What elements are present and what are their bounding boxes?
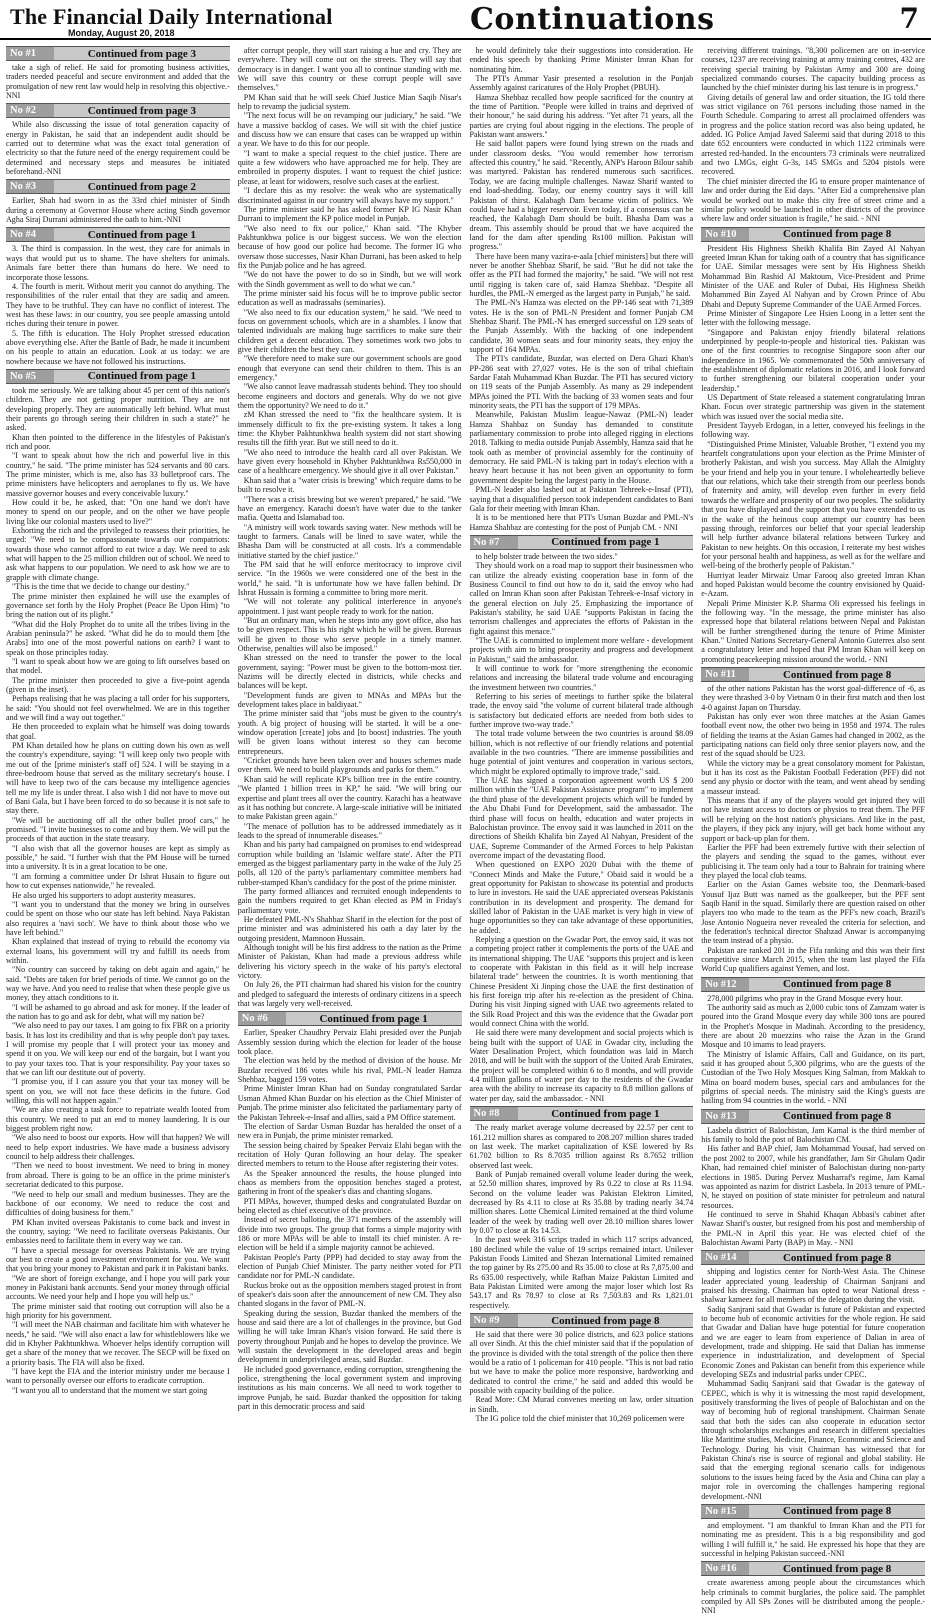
story-header xyxy=(238,1011,462,1026)
column xyxy=(6,46,230,1548)
paragraph: "We are also creating a task force to repatriate wealth looted from this country. We need to put an end to money laundering. It is our biggest problem right now. xyxy=(6,1105,230,1134)
story xyxy=(6,46,230,100)
story xyxy=(701,1250,925,1501)
newspaper-name: The Financial Daily International xyxy=(10,4,333,29)
story xyxy=(701,1561,925,1615)
paragraph: create awareness among people about the circumstances which help criminals to commit burglaries, the police said. The pamphlet compiled by All SPs Zones will be distributed among the people.-NNI xyxy=(701,1578,925,1616)
paragraph: While also discussing the issue of total generation capacity of energy in Pakistan, he said that an independent audit should be carried out to determine what was the exact total generation of electricity so that the future need of the energy requirement could be determined and necessary steps and measures be initiated beforehand.-NNI xyxy=(6,120,230,177)
paragraph: He also urged his supporters to adopt austerity measures. xyxy=(12,890,196,900)
paragraph: PM Khan invited overseas Pakistanis to come back and invest in the country, saying: "We need to facilitate overseas Pakistanis. Our embassies need to facilitate them in every way we can. xyxy=(6,1217,230,1246)
paragraph: He said ballot papers were found lying strewn on the roads and under classroom desks. "You would remember how terrorism affected this country," he said. "Recently, ANP's Haroon Bilour sahib was martyred. Pakistan has rendered numerous such sacrifices. Today, we are facing multiple challenges. Nawaz Sharif wanted to end load-shedding. Today, our enemy country says it will kill Pakistan of thirst. Kalabagh Dam became victim of politics. We could have had a bigger reservoir. Even today, if a consensus can be reached, the Kalabagh Dam should be built. Bhasha Dam was a dream. This assembly should be proud that we have acquired the land for the dam after spending Rs100 million. Pakistan will progress." xyxy=(469,139,694,252)
paragraph: The ready market average volume decreased by 22.57 per cent to 161.212 million shares as compared to 208.207 million shares traded on last week. The market capitalization of KSE lowered by Rs 61.702 billion to Rs 8.7035 trillion against Rs 8.7652 trillion observed last week. xyxy=(469,1123,694,1170)
story-header xyxy=(701,227,925,242)
paragraph: Ruckus broke out as the opposition members staged protest in front of speaker's dais soon after the announcement of new CM. They also chanted slogans in the favor of PML-N. xyxy=(237,1280,462,1309)
continued-from-label: Continued from page 1 xyxy=(87,228,197,241)
paragraph: "Development funds are given to MNAs and MPAs but the development takes place in baldiyaat." xyxy=(237,690,462,710)
paragraph: "I promise you, if I can assure you that your tax money will be spent on you, we will not face these deficits in the future. God willing, this will not happen again." xyxy=(6,1077,230,1106)
story-header xyxy=(6,46,230,61)
paragraph: 278,000 pilgrims who pray in the Grand Mosque every hour. xyxy=(707,993,903,1003)
article-columns xyxy=(6,46,925,1616)
paragraph: "We also need to pay our taxes. I am going to fix FBR on a priority basis. It has lost its credibility and that is why people don't pay taxes. I will promise my people that I will protect your tax money and spend it on you. We will keep our end of the bargain, but I want you to pay your taxes too. That is your responsibility. Pay your taxes so that we can lift our destitute out of poverty. xyxy=(6,1021,230,1078)
paragraph: "This is the time that we decide to change our destiny." xyxy=(12,582,190,592)
paragraph: Earlier the PFF had been extremely furtive with their selection of the players and sending the squad to the games, without ever publicising it. The team only had a tour to Bahrain for training where they played the local club teams. xyxy=(701,842,925,880)
continued-from-label: Continued from page 8 xyxy=(782,1251,892,1264)
paragraph: Meanwhile, Pakistan Muslim league-Nawaz (PML-N) leader Hamza Shahbaz on Sunday has demanded to constitute parliamentary commission to probe into alleged rigging in elections 2018. Talking to media outside Punjab Assembly, Hamza said that he took oath as member of provincial assembly for the continuity of democracy. He said PML-N is taking part in today's election with a heavy heart because it has not been given an opportunity to form government despite being the largest party in the House. xyxy=(469,410,694,485)
paragraph: he would definitely take their suggestions into consideration. He ended his speech by thanking Prime Minister Imran Khan for nominating him. xyxy=(469,46,694,74)
story xyxy=(701,1504,925,1558)
paragraph: PM Khan said that he will seek Chief Justice Mian Saqib Nisar's help to revamp the judicial system. xyxy=(237,92,462,112)
story xyxy=(6,227,230,365)
paragraph: Khan said that a "water crisis is brewing" which require dams to be built to resolve it. xyxy=(237,475,462,495)
paragraph: The UAE has signed a corporation agreement worth US $ 200 million within the "UAE Pakistan Assistance program" to implement the third phase of the development projects which will be funded by the Abu Dhabi Fund for Development, said the ambassador. The third phase will focus on health, education and water projects in Balochistan province. The envoy said it was launched in 2011 on the directions of Sheikh Khalifa bin Zayed Al Nahyan, President of the UAE, Supreme Commander of the Armed Forces to help Pakistan overcome impact of the devastating flood. xyxy=(469,776,694,860)
paragraph: The chief minister directed the IG to ensure proper maintenance of law and order during the Eid days. "After Eid a comprehensive plan would be worked out to make this city free of street crime and a similar policy would be launched in other districts of the province where law and order situation is fragile," he said. - NNI xyxy=(701,176,925,224)
paragraph: "We therefore need to make sure our government schools are good enough that everyone can send their children to them. This is an emergency." xyxy=(237,354,462,383)
story-number: No #3 xyxy=(6,180,54,193)
paragraph: "What did the Holy Prophet do to unite all the tribes living in the Arabian peninsula?" he asked. "What did he do to mould them [the Arabs] into one of the most powerful nations on earth? I want to speak on those principles today. xyxy=(6,619,230,657)
paragraph: The prime minister said he has asked former KP IG Nasir Khan Durrani to implement the KP police model in Punjab. xyxy=(237,204,462,224)
paragraph: "We need to help our small and medium businesses. They are the backbone of our economy. We need to reduce the cost and difficulties of doing business for them." xyxy=(6,1189,230,1218)
story-number: No #4 xyxy=(6,228,54,241)
paragraph: receiving different trainings. "8,300 policemen are on in-service courses, 1237 are receiving training at army training centres, 432 are receiving special training by Pakistan Army and 300 are doing specialized commando courses. The capacity building process as launched by the chief minister during his last tenure is in progress." xyxy=(701,46,925,93)
paragraph: Bank of Punjab remained overall volume leader during the week, at 52.50 million shares, improved by Rs 0.22 to close at Rs 11.94. Second on the volume leader was Pakistan Elektron Limited, decreased by Rs 4.11 to close at Rs 35.88 by trading nearly 34.74 million shares. Lotte Chemical Limited remained at the third volume leader of the week by trading well over 28.10 million shares lower by 0.07 to close at Rs 14.53. xyxy=(469,1169,694,1235)
paragraph: The Ministry of Islamic Affairs, Call and Guidance, on its part, said it has grouped about 5,300 pilgrims, who are the guests of the Custodian of the Two Holy Mosques King Salman, from Makkah to Mina on board modern buses, special cars and ambulances for the pilgrims of special needs. The ministry said the King's guests are hailing from 94 countries in the world. - NNI xyxy=(701,1049,925,1106)
story xyxy=(470,46,694,532)
paragraph: The PML-N's Hamza was elected on the PP-146 seat with 71,389 votes. He is the son of PML-N President and former Punjab CM Shehbaz Sharif. The PML-N has emerged successful on 129 seats of the Punjab Assembly. With the backing of one independent candidate, 30 women seats and four minority seats, they enjoy the support of 164 MPAs. xyxy=(469,298,694,354)
column xyxy=(238,46,462,1548)
paragraph: In the past week 316 scrips traded in which 117 scrips advanced, 180 declined while the value of 19 scrips remained intact. Unilever Pakistan Foods Limited and Shezan International Limited remained the top gainer by Rs 275.00 and Rs 35.00 to close at Rs 7,875.00 and Rs 635.00 respectively, while Rafhan Maize Pakistan Limited and Bata Pakistan Limited were among the major loser which lost Rs 543.17 and Rs 78.97 to close at Rs 7,503.83 and Rs 1,821.01 respectively. xyxy=(469,1235,694,1310)
story-header xyxy=(470,1313,694,1328)
paragraph: He continued to serve in Shahid Khaqan Abbasi's cabinet after Nawaz Sharif's ouster, but resigned from his post and membership of the PML-N in April this year. He was elected chief of the Balochistan Awami Party (BAP) in May. - NNI xyxy=(701,1209,925,1247)
paragraph: "Singapore and Pakistan enjoy friendly bilateral relations underpinned by people-to-people and historical ties. Pakistan was one of the first countries to recognise Singapore soon after our independence in 1965. We commemorated the 50th anniversary of the establishment of diplomatic relations in 2016, and I look forward to further strengthening our bilateral cooperation under your leadership." xyxy=(701,327,925,393)
paragraph: Earlier on the Asian Games website too, the Denmark-based Yousuf Ijaz Butt was named as the goalkeeper, but the PFF sent Saqib Hanif in the squad. Similarly there are question raised on other players too who made to the team as the PFF's new coach, Brazil's Jose Antonio Nogueira never revealed the criteria for selection, and the federation's technical director Shahzad Anwar is accompanying the team instead of a physio. xyxy=(701,880,925,946)
paragraph: The PM said that he will enforce meritocracy to improve civil service. "In the 1960s we were considered one of the best in the world," he said. "It is unfortunate how we have fallen behind. Dr Ishrat Hussain is forming a committee to bring more merit. xyxy=(237,559,462,597)
column xyxy=(470,46,694,1548)
paragraph: Referring to his series of meetings to further spike the bilateral trade, the envoy said "the volume of current bilateral trade although is satisfactory but dedicated efforts are needed from both sides to further improve two-way trade." xyxy=(469,692,694,730)
paragraph: He then proceeded to explain what he himself was doing towards that goal. xyxy=(6,722,230,741)
paragraph: Khan explained that instead of trying to rebuild the economy via external loans, his government will try and fulfill its needs from within. xyxy=(6,937,230,965)
paragraph: It is to be mentioned here that PTI's Usman Buzdar and PML-N's Hamza Shahbaz are contesting for the post of Punjab CM. - NNI xyxy=(469,513,694,532)
paragraph: President His Highness Sheikh Khalifa Bin Zayed Al Nahyan greeted Imran Khan for taking oath of a country that has significance for UAE. Similar messages were sent by His Highness Sheikh Mohammad Bin Rashid Al Maktoum, Vice-President and Prime Minister of the UAE and Ruler of Dubai, His Highness Sheikh Mohammed Bin Zayed Al Nahyan and by Crown Prince of Abu Dhabi and Deputy Supreme Commander of the UAE Armed Forces. xyxy=(701,243,925,309)
story-number: No #12 xyxy=(701,978,749,991)
paragraph: This means that if any of the players would get injured they will not have instant access to doctors or physios to treat them. The PFF will be relying on the host nation's physicians. And like in the past, the players, if they pick any injury, will get back home without any support or back-up plan for them. xyxy=(701,796,925,843)
edition-date: Monday, August 20, 2018 xyxy=(68,28,175,38)
paragraph: There have been many vazira-e-aala [chief ministers] but there will never be another Shehbaz Sharif, he said. "But he did not take the offer as the PTI had formed the majority," he said. "We will not rest until rigging is taken care of, said Hamza Shehbaz. "Despite all hurdles, the PML-N emerged as the largest party in Punjab," he said. xyxy=(469,251,694,298)
story-number: No #8 xyxy=(470,1107,518,1120)
paragraph: "We are short of foreign exchange, and I hope you will park your money in Pakistani bank accounts. Send your money through official accounts. We need your help and I hope you will help us." xyxy=(6,1273,230,1302)
paragraph: Instead of secret balloting, the 371 members of the assembly will divide into two groups. The group that forms a simple majority with 186 or more MPAs will be able to install its chief minister. A re-election will be held if a simple majority cannot be achieved. xyxy=(237,1215,462,1253)
paragraph: "We also need to introduce the health card all over Pakistan. We have given every household in Khyber Pakhtunkhwa Rs550,000 in case of a healthcare emergency. We should give it all over Pakistan." xyxy=(237,447,462,476)
continued-from-label: Continued from page 2 xyxy=(87,180,197,193)
paragraph: PTI MPAs, however, thumped desks and congratulated Buzdar on being elected as chief executive of the province. xyxy=(237,1196,462,1215)
story-header xyxy=(701,667,925,682)
paragraph: Replying a question on the Gwadar Port, the envoy said, it was not a competing project rather it complements the ports of the UAE and its international shipping. The UAE "supports this project and is keen to cooperate with Pakistan in this field as it will help increase bilateral trade" between the countries. It is worth mentioning that Chinese President Xi Jinping chose the UAE the first destination of his first foreign trip after his re-election as the president of China. During his visit Jinping signed with UAE two agreements related to the Silk Road Project and this was the evidence that the Gwadar port would connect China with the world. xyxy=(469,934,694,1029)
paragraph: "No country can succeed by taking on debt again and again," he said. "Debts are taken for brief periods of time. We cannot go on the way we have. And you need to realise that when these people give us money, they attach conditions to it. xyxy=(6,965,230,1003)
paragraph: When questioned on EXPO 2020 Dubai with the theme of "Connect Minds and Make the Future," Obaid said it would be a great opportunity for Pakistan to showcase its potential and products to lure in investors. He said the UAE appreciated overseas Pakistanis contribution in its development and prosperity. The demand for skilled labor of Pakistan in the UAE market is very high in view of huge opportunities so they can take advantage of these opportunities, he added. xyxy=(469,860,694,935)
story-number: No #10 xyxy=(701,228,749,241)
story xyxy=(238,46,462,1008)
paragraph: "I have kept the FIA and the interior ministry under me because I want to personally oversee our efforts to eradicate corruption. xyxy=(6,1367,230,1386)
paragraph: "I want to make a special request to the chief justice. There are quite a few widowers who have approached me for help. They are embroiled in property disputes. I want to request the chief justice: please, at least for widowers, resolve such cases at the earliest. xyxy=(237,148,462,186)
story xyxy=(6,369,230,1395)
paragraph: Read More: CM Murad convenes meeting on law, order situation in Sindh. xyxy=(469,1395,694,1414)
paragraph: "I will be ashamed to go abroad and ask for money. If the leader of the nation has to go and ask for debt, what will my nation be? xyxy=(6,1002,230,1021)
paragraph: "There was a crisis brewing but we weren't prepared," he said. "We have an emergency. Karachi doesn't have water due to the tanker mafia. Quetta and Islamabad too. xyxy=(237,494,462,523)
paragraph: The IG police told the chief minister that 10,269 policemen were xyxy=(475,1414,685,1424)
continued-from-label: Continued from page 1 xyxy=(551,536,660,549)
paragraph: Pakistan People's Party (PPP) had decided to stay away from the election of Punjab Chief Minister. The party neither voted for PTI candidate nor for PML-N candidate. xyxy=(237,1252,462,1281)
paragraph: Exhorting the rich and the privileged to reassess their priorities, he urged: "We need to be compassionate towards our compatriots: towards those who cannot afford to eat twice a day. We need to ask what will happen to the 25 million children out of school. We need to ask what happens to our population. We need to ask how we are to grapple with climate change. xyxy=(6,526,230,582)
paragraph: "I declare this as my resolve: the weak who are systematically discriminated against in our country will always have my support." xyxy=(237,186,462,205)
story-number: No #11 xyxy=(701,668,749,681)
paragraph: "I want to speak about how the rich and powerful live in this country," he said. "The prime minister has 524 servants and 80 cars. The prime minister, which is me, also has 33 bulletproof cars. The prime ministers have helicopters and aeroplanes to fly us. We have massive governor houses and every conceivable luxury." xyxy=(6,451,230,498)
continued-from-label: Continued from page 8 xyxy=(782,228,892,241)
paragraph: 4. The fourth is merit. Without merit you cannot do anything. The responsibilities of the ruler entail that they are sadiq and ameen. They have to be truthful. They can have no conflict of interest. The west has these laws: in our country, you see people amassing untold riches during their tenure in power. xyxy=(6,281,230,329)
paragraph: The prime minister then explained he will use the examples of governance set forth by the Holy Prophet (Peace Be Upon Him) "to bring the nation out of its plight." xyxy=(6,591,230,620)
continued-from-label: Continued from page 1 xyxy=(87,370,197,383)
story-header xyxy=(6,179,230,194)
paragraph: Giving details of general law and order situation, the IG told there was strict vigilance on 761 persons including those named in the Fourth Schedule. Comparing to arrest all proclaimed offenders was in progress and the police station record was also being updated, he added. IG Police Amjad Javed Saleemi said that during 2018 to this date 652 encounters were conducted in which 1122 criminals were arrested red-handed. In the encounters 73 criminals were neutralized and two LMGs, eight G-3s, 145 SMGs and 5204 pistols were recovered. xyxy=(701,92,925,177)
story xyxy=(238,1011,462,1411)
story-header xyxy=(6,103,230,118)
paragraph: President Tayyeb Erdogan, in a letter, conveyed his feelings in the following way. xyxy=(701,421,925,440)
paragraph: "The next focus will be on revamping our judiciary," he said. "We have a massive backlog of cases. We will sit with the chief justice and discuss how we can ensure that cases can be wrapped up within a year. We have to do this for our people. xyxy=(237,111,462,149)
story-header xyxy=(701,1250,925,1265)
paragraph: of the other nations Pakistan has the worst goal-difference of -6, as they were thrashed 3-0 by Vietnam 0 in their first match and then lost 4-0 against Japan on Thursday. xyxy=(701,684,925,712)
paragraph: The prime minister said his focus will be to improve public sector education as well as madrassahs (seminaries). xyxy=(237,288,462,308)
paragraph: 5. The fifth is education. The Holy Prophet stressed education above everything else. After the Battle of Badr, he made it incumbent on his people to attain an education. Look at us today: we are nowhere because we have not followed his instructions. xyxy=(6,328,230,366)
paragraph: "Distinguished Prime Minister, Valuable Brother, "I extend you my heartfelt congratulations upon your election as the Prime Minister of brotherly Pakistan, and wish you success. May Allah the Almighty be your friend and help you in your tenure. I wholeheartedly believe that our relations, which take their strength from our peerless bonds of fraternity and amity, will develop even further in every field towards the welfare and prosperity of our two peoples. The solidarity that you have displayed and the support that you have extended to us in the wake of the heinous coup attempt our country has been passing through, reinforces our belief that your special leadership will help further advance bilateral relations between Turkey and Pakistan to new heights. On this occasion, I reiterate my best wishes for your personal health and happiness, as well as for the welfare and well-being of the brotherly people of Pakistan." xyxy=(701,439,925,571)
story xyxy=(6,103,230,176)
paragraph: "We do not have the power to do so in Sindh, but we will work with the Sindh government as well to do what we can." xyxy=(237,270,462,289)
paragraph: The election was held by the method of division of the house. Mr Buzdar received 186 votes while his rival, PML-N leader Hamza Shehbaz, bagged 159 votes. xyxy=(237,1056,462,1085)
paragraph: "Then we need to boost investment. We need to bring in money from abroad. There is going to be an office in the prime minister's secretariat dedicated to this purpose. xyxy=(6,1161,230,1190)
continued-from-label: Continued from page 8 xyxy=(551,1314,660,1327)
story-number: No #6 xyxy=(238,1012,286,1025)
paragraph: "We will be auctioning off all the other bullet proof cars," he promised. "I invite businesses to come and buy them. We will put the proceeds of that auction in the state treasury. xyxy=(6,815,230,844)
continued-from-label: Continued from page 3 xyxy=(87,104,197,117)
paragraph: "We also need to fix our police," Khan said. "The Khyber Pakhtunkhwa police is our biggest success. We won the election because of how good our police had become. The former IG who oversaw those successes, Nasir Khan Durrani, has been asked to help fix the Punjab police and he has agreed. xyxy=(237,223,462,270)
paragraph: "The menace of pollution has to be addressed immediately as it leads to the spread of innumerable diseases." xyxy=(237,821,462,840)
paragraph: Khan stressed on the need to transfer the power to the local government, saying: "Power must be given to the bottom-most tier. Nazims will be directly elected in districts, while checks and balances will be kept. xyxy=(237,653,462,691)
story xyxy=(470,535,694,1103)
paragraph: "We also need to boost our exports. How will that happen? We will need to help export industries. We have made a business advisory council to help address their challenges. xyxy=(6,1133,230,1162)
paragraph: took me seriously. We are talking about 45 per cent of this nation's children. They are not getting proper nutrition. They are not developing properly. They are automatically left behind. What must their parents go through seeing their children in such a state?" he asked. xyxy=(6,385,230,433)
paragraph: Hamza Shehbaz recalled how people sacrificed for the country at the time of Partition. "People were killed in trains and deprived of their honour," he said during his address. "Yet after 71 years, all the parties are crying foul about rigging in the elections. The people of Pakistan want answers." xyxy=(469,92,694,140)
story-header xyxy=(6,369,230,384)
story-number: No #9 xyxy=(470,1314,518,1327)
section-title: Continuations xyxy=(470,2,715,37)
story xyxy=(470,1313,694,1423)
story xyxy=(701,667,925,974)
paragraph: He said there were many development and social projects which is being built with the support of UAE in Gwadar city, including the Water Desalination Project, which foundation was laid in March 2018, and will be built with the support of the United Arab Emirates, the project will be completed within 6 to 8 months, and will provide 4.4 million gallons of water per day to the residents of the Gwadar area with the ability to increase its capacity to 8.8 million gallons of water per day, said the ambassador. - NNI xyxy=(469,1028,694,1103)
paragraph: "I am forming a committee under Dr Ishrat Husain to figure out how to cut expenses nationwide," he revealed. xyxy=(6,871,230,891)
paragraph: "The UAE is committed to implement more welfare - development projects with aim to bring prosperity and progress and development in Pakistan," said the ambassador. xyxy=(469,635,694,664)
paragraph: take a sigh of relief. He said for promoting business activities, traders needed peaceful and secure environment and added that the promulgation of new rent law would help in resolving this objective.-NNI xyxy=(6,63,230,101)
paragraph: and employment. "I am thankful to Imran Khan and the PTI for nominating me as president. This is a big responsibility and god willing I will fulfill it," he said. He expressed his hope that they are successful in helping Pakistan succeed.-NNI xyxy=(701,1520,925,1558)
paragraph: Nepali Prime Minister K.P. Sharma Oli expressed his feelings in the following way. "In the message, the prime minister has also expressed hope that bilateral relations between Nepal and Pakistan will be further strengthened during the tenure of Prime Minister Khan." United Nations Secretary-General Antonio Guterres also sent a congratulatory letter and hoped that PM Imran Khan will keep on promoting peacekeeping mission around the world. - NNI xyxy=(701,598,925,664)
paragraph: Khan and his party had campaigned on promises to end widespread corruption while building an 'Islamic welfare state'. After the PTI emerged as the biggest parliamentary party in the wake of the July 25 polls, all 120 of the party's parliamentary committee members had rubber-stamped Khan's candidacy for the post of the prime minister. xyxy=(237,840,462,887)
paragraph: Pakistan has only ever won three matches at the Asian Games football event now, the other two being in 1958 and 1974. The rules of fielding the teams at the Asian Games had changed in 2002, as the participating nations can field only three senior players now, and the rest of the squad should be U23. xyxy=(701,712,925,759)
paragraph: The prime minister then proceeded to give a five-point agenda (given in the inset). xyxy=(6,675,230,694)
paragraph: Although tonight will be his first address to the nation as the Prime Minister of Pakistan, Khan had made a previous address while delivering his victory speech in the wake of his party's electoral victory. xyxy=(237,943,462,981)
story xyxy=(6,179,230,224)
paragraph: He defeated PML-N's Shahbaz Sharif in the election for the post of prime minister and was administered his oath a day later by the outgoing president, Mamnoon Hussain. xyxy=(237,914,462,943)
paragraph: They should work on a road map to support their businessmen who can utilize the already existing cooperation base in form of the Business Council to find out how to do it, said the envoy who had called on Imran Khan soon after Pakistan Tehreek-e-Insaf victory in the general election on July 25. Emphasizing the importance of Pakistan's stability, he said UAE "supports Pakistan in facing the terrorism challenges and appreciates the efforts of Pakistan in the fight against this menace." xyxy=(469,561,694,636)
paragraph: How could it be, he asked, that: "On one hand we don't have money to spend on our people, and on the other we have people living like our colonial masters used to live?" xyxy=(6,498,230,526)
paragraph: US Department of State released a statement congratulating Imran Khan. Focus over strategic partnership was given in the statement which was issued over the social media site. xyxy=(701,393,925,421)
paragraph: to help bolster trade between the two sides." xyxy=(475,551,618,561)
story xyxy=(701,227,925,664)
paragraph: The election of Sardar Usman Buzdar has heralded the onset of a new era in Punjab, the prime minister remarked. xyxy=(237,1121,462,1141)
paragraph: Khan said he will replicate KP's billion tree in the entire country. "We planted 1 billion trees in KP," he said. "We will bring our expertise and plant trees all over the country. Karachi has a heatwave as it has nothing but concrete. A large-scale initiative will be initiated to make Pakistan green again." xyxy=(237,774,462,822)
paragraph: It will continue to work for "more strengthening the economic relations and increasing the bilateral trade volume and encouraging the investment between two countries." xyxy=(469,664,694,692)
paragraph: Earlier, Shah had sworn in as the 33rd chief minister of Sindh during a ceremony at Governor House where acting Sindh governor Agha Siraj Durrani administered the oath to him.-NNI xyxy=(6,196,230,225)
paragraph: While the victory may be a great consolatory moment for Pakistan, but it has its cost as the Pakistan Football Federation (PFF) did not send any physio or doctor with the team, and went ahead by sending a masseur instead. xyxy=(701,758,925,796)
paragraph: after corrupt people, they will start raising a hue and cry. They are everywhere. They will come out on the streets. They will say that democracy is in danger. I want you all to continue standing with me. We will save this country or these corrupt people will save themselves." xyxy=(237,46,462,93)
continued-from-label: Continued from page 8 xyxy=(782,1505,892,1518)
paragraph: "We will not tolerate any political interference in anyone's appointment. I just want people ready to work for the nation. xyxy=(237,597,462,616)
paragraph: Sadiq Sanjrani said that Gwadar is future of Pakistan and expected to become hub of economic activities for the whole region. He said that Gwadar and Dalian have huge potential for future cooperation and we are eager to learn from experience of Dalian in area of development, trade and shipping. He said that Dalian has immense experience in industrialization, and development of Special Economic Zones and Pakistan can benefit from this experience while developing SEZs and industrial parks under CPEC. xyxy=(701,1304,925,1380)
paragraph: The party formed alliances and recruited enough independents to gain the numbers required to get Khan elected as PM in Friday's parliamentary vote. xyxy=(237,886,462,915)
story-number: No #14 xyxy=(701,1251,749,1264)
story-header xyxy=(6,227,230,242)
paragraph: Prime Minister Imran Khan had on Sunday congratulated Sardar Usman Ahmed Khan Buzdar on his election as the Chief Minister of Punjab. The prime minister also felicitated the parliamentary party of the Pakistan Tehreek-e-Insaf and allies, said a PM Office statement. xyxy=(237,1084,462,1122)
story xyxy=(701,46,925,224)
paragraph: 3. The third is compassion. In the west, they care for animals in ways that would put us to shame. The have shelters for animals. Animals fare better there than humans do here. We need to incorporate those lessons. xyxy=(6,244,230,282)
paragraph: The total trade volume between the two countries is around $8.09 billion, which is not reflective of our friendly relations and potential available in the two countries. "There are immense possibilities and huge potential of joint ventures and cooperation in various sectors, which might be explored optimally to improve trade," said. xyxy=(469,729,694,776)
continued-from-label: Continued from page 8 xyxy=(782,978,892,991)
story-number: No #15 xyxy=(701,1505,749,1518)
story-number: No #13 xyxy=(701,1110,749,1123)
paragraph: "I have a special message for overseas Pakistanis. We are trying our best to create a good investment environment for you. We want that you bring your money to Pakistan and park it in Pakistani banks. xyxy=(6,1245,230,1274)
story-number: No #16 xyxy=(701,1562,749,1575)
paragraph: "I also wish that all the governor houses are kept as simply as possible," he said. "I further wish that the PM House will be turned into a university. It is in a great location to be one. xyxy=(6,843,230,872)
paragraph: shipping and logistics center for North-West Asia. The Chinese leader appreciated young leadership of Chairman Sanjrani and praised his dressing. Chairman has opted to wear National dress - shalwar kameez for all members of the delegation during the visit. xyxy=(701,1267,925,1305)
paragraph: Prime Minister of Singapore Lee Hsien Loong in a letter sent the letter with the following message. xyxy=(701,308,925,328)
continued-from-label: Continued from page 8 xyxy=(782,1110,892,1123)
paragraph: "Cricket grounds have been taken over and houses schemes made over them. We need to build playgrounds and parks for them." xyxy=(237,756,462,775)
story xyxy=(701,1109,925,1247)
paragraph: Speaking during the session, Buzdar thanked the members of the house and said there are a lot of challenges in the province, but God willing he will take Imran Khan's vision forward. He said there is poverty throughout Punjab and he hopes to develop the province. We will sustain the development in the developed areas and begin development in underprivileged areas, said Buzdar. xyxy=(237,1308,462,1365)
paragraph: Khan then pointed to the difference in the lifestyles of Pakistan's rich and poor. xyxy=(6,432,230,451)
story-header xyxy=(701,1504,925,1519)
paragraph: "I will meet the NAB chairman and facilitate him with whatever he needs," he said. "We will also enact a law for whistleblowers like we did in Khyber Pakhtunkhwa. Whoever helps identify corruption will get a share of the money that we recover. The SECP will be fixed on a priority basis. The FIA will also be fixed. xyxy=(6,1320,230,1367)
paragraph: The PTI's Ammar Yasir presented a resolution in the Punjab Assembly against caricatures of the Holy Prophet (PBUH). xyxy=(469,74,694,93)
story-header xyxy=(470,1106,694,1121)
story-header xyxy=(701,977,925,992)
paragraph: His father and BAP chief, Jam Mohammad Yousaf, had served on the post 2002 to 2007, while his grandfather, Jam Sir Ghulam Qadir Khan, had remained chief minister of Balochistan during non-party elections in 1985. During Pervez Musharraf's regime, Jam Kamal was appointed as nazim for district Lasbela. In 2013 tenure of PML-N, he stayed on position of state minister for petroleum and natural resources. xyxy=(701,1144,925,1210)
story-header xyxy=(470,535,694,550)
paragraph: Earlier, Speaker Chaudhry Pervaiz Elahi presided over the Punjab Assembly session during which the election for leader of the house took place. xyxy=(237,1028,462,1057)
paragraph: The PTI's candidate, Buzdar, was elected on Dera Ghazi Khan's PP-286 seat with 27,027 votes. He is the son of tribal chieftain Sardar Fatah Muhammad Khan Buzdar. The PTI has secured victory on 119 seats of the Punjab Assembly. As many as 29 independent MPAs joined the PTI. With the backing of 33 women seats and four minority seats, the PTI has the support of 179 MPAs. xyxy=(469,354,694,411)
paragraph: The session being chaired by Speaker Pervaiz Elahi began with the recitation of Holy Quran following an hour delay. The speaker directed members to return to the House after registering their votes. xyxy=(237,1140,462,1169)
paragraph: PML-N leader also lashed out at Pakistan Tehreek-e-Insaf (PTI), saying that a disqualified person took independent candidates to Bani Gala for their meeting with Imran Khan. xyxy=(469,485,694,513)
paragraph: zM Khan stressed the need to "fix the healthcare system. It is immensely difficult to fix the pre-existing system. It takes a long time: the Khyber Pakhtunkhwa health system did not start showing results till the fifth year. But we still need to do it. xyxy=(237,410,462,448)
paragraph: "I want you to understand that the money we bring in ourselves could be spent on those who our state has left behind. Naya Pakistan also requires a 'navi soch'. We have to think about those who we have left behind." xyxy=(6,899,230,937)
story-number: No #7 xyxy=(470,536,518,549)
paragraph: Hurriyat leader Mirwaiz Umar Farooq also greeted Imran Khan and hoped Pakistan would become the country envisioned by Quaid-e-Azam. xyxy=(701,570,925,599)
paragraph: "We also need to fix our education system," he said. "We need to focus on government schools, which are in a shambles. I know that talented individuals are making huge sacrifices to make sure their children get a decent education. They sometimes work two jobs to give their children the best they can. xyxy=(237,307,462,354)
story-header xyxy=(701,1561,925,1576)
paragraph: On July 26, the PTI chairman had shared his vision for the country and pledged to safeguard the interests of ordinary citizens in a speech that was largely very well-received. xyxy=(237,980,462,1009)
paragraph: The prime minister said that "jobs must be given to the country's youth. A big project of housing will be started. It will be a one-window operation [create] jobs and [to boost] industries. The youth will be given loans without interest so they can become entrepreneurs. xyxy=(237,709,462,756)
paragraph: The prime minister said that rooting out corruption will also be a high priority for his government. xyxy=(6,1301,230,1320)
paragraph: The authority said as much as 2,000 cubic tons of Zamzam water is poured into the Grand Mosque every day while 300 tons are poured in the Prophet's Mosque in Madinah. According to the presidency, there are about 20 muezzins who raise the Azan in the Grand Mosque and 10 imams to lead prayers. xyxy=(701,1003,925,1050)
continued-from-label: Continued from page 8 xyxy=(782,1562,892,1575)
continued-from-label: Continued from page 8 xyxy=(782,668,892,681)
continued-from-label: Continued from page 1 xyxy=(551,1107,660,1120)
paragraph: Perhaps realising that he was placing a tall order for his supporters, he said: "You should not feel overwhelmed. We are in this together and we will find a way out together." xyxy=(6,694,230,722)
paragraph: Pakistan are ranked 201 in the Fifa ranking and this was their first competitive since March 2015, when the team last played the Fifa World Cup qualifiers against Yemen, and lost. xyxy=(701,945,925,974)
paragraph: Lasbela district of Balochistan, Jam Kamal is the third member of his family to hold the post of Balochistan CM. xyxy=(701,1125,925,1145)
story-number: No #2 xyxy=(6,104,54,117)
story-header xyxy=(701,1109,925,1124)
paragraph: "I want you all to understand that the moment we start going xyxy=(12,1385,208,1395)
continued-from-label: Continued from page 1 xyxy=(319,1012,428,1025)
paragraph: Muhammad Sadiq Sanjrani said that Gwadar is the gateway of CEPEC, which is why it is witnessing the most rapid development, positively transforming the lives of people of Balochistan and on the way of becoming hub of regional transhipment. Chairman Senate said that both the sides can also cooperate in education sector through scholarships exchanges and research in different specialties like Maritime studies, Medicine, Finance, Economic and Science and Technology. During his visit Chairman has witnessed that for Pakistan China's rise is source of regional and global stability. He said that the emerging regional scenario calls for indigenous solutions to the issues being faced by the Asia and China can play a major role in overcoming the challenges hampering regional development.-NNI xyxy=(701,1379,925,1501)
page-number: 7 xyxy=(899,2,919,35)
story-number: No #1 xyxy=(6,47,54,60)
story-number: No #5 xyxy=(6,370,54,383)
story xyxy=(701,977,925,1106)
continued-from-label: Continued from page 3 xyxy=(87,47,197,60)
paragraph: PM Khan detailed how he plans on cutting down his own as well the country's expenditure, saying: "I will keep only two people with me out of the [prime minister's staff of] 524. I will be staying in a three-bedroom house that served as the military secretary's house. I will have to keep two of the cars because my intelligence agencies tell me my life is under threat. I also wish I did not have to move out of Bani Gala, but I have been forced to do so because it is not safe to stay there. xyxy=(6,741,230,816)
story xyxy=(470,1106,694,1310)
paragraph: "But an ordinary man, when he steps into any govt office, also has to be given respect. This is his right which he will be given. Bureaus will be given to those who serve people in a timely manner. Otherwise, penalties will also be imposed." xyxy=(237,615,462,653)
paragraph: He included good governance, ending corruption, strengthening the police, strengthening the local government system and improving institutions as his main concerns. We all need to work together to improve Punjab, he said. Buzdar thanked the opposition for taking part in this democratic process and said xyxy=(237,1364,462,1412)
column xyxy=(701,46,925,1616)
paragraph: "I want to speak about how we are going to lift ourselves based on that model. xyxy=(6,656,230,676)
paragraph: "A ministry will work towards saving water. New methods will be taught to farmers. Canals will be lined to save water, while the Bhasha Dam will be constructed at all costs. It's a commendable initiative started by the chief justice." xyxy=(237,522,462,560)
paragraph: As the Speaker announced the results, the house plunged into chaos as members from the opposition benches staged a protest, gathering in front of the speaker's dias and chanting slogans. xyxy=(237,1168,462,1197)
paragraph: "We also cannot leave madrassah students behind. They too should become engineers and doctors and generals. Why do we not give them the opportunity? We need to do it." xyxy=(237,382,462,411)
paragraph: He said that there were 30 police districts, and 623 police stations all over Sindh. At this the chief minister said that if the population of the province is divided with the total strength of the police then there would be a ratio of 1 policeman for 410 people. "This is not bad ratio but we have to make the police more responsive, hardworking and dedicated to control the crime," he said and added this would be possible with capacity building of the police. xyxy=(469,1330,694,1396)
masthead xyxy=(0,0,931,40)
